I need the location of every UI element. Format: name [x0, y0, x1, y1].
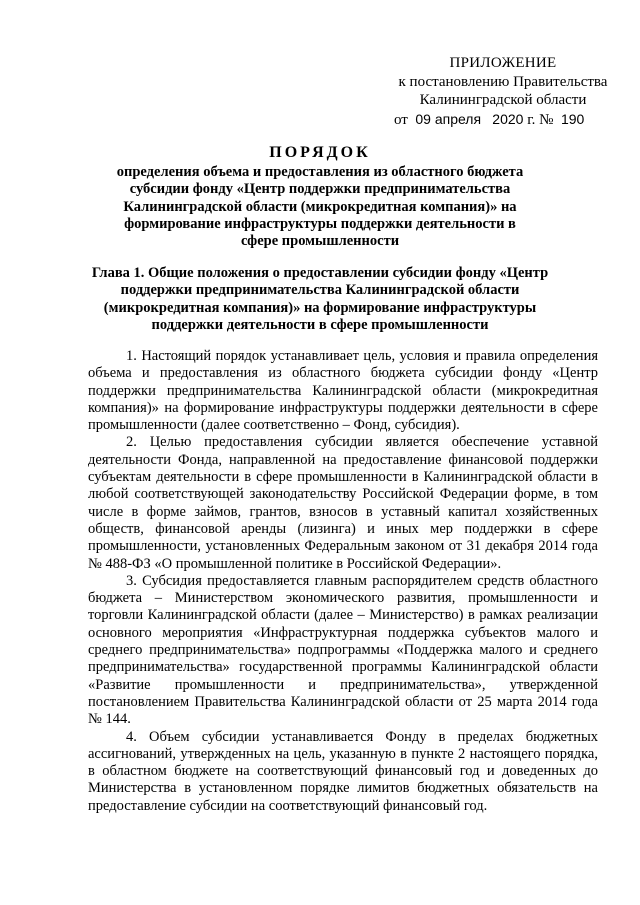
annex-year-value: 2020	[492, 110, 524, 127]
annex-title: ПРИЛОЖЕНИЕ	[449, 55, 557, 71]
annex-date-value: 09 апреля	[415, 110, 482, 127]
annex-date-line	[388, 110, 618, 130]
annex-line-2: Калининградской области	[419, 92, 587, 108]
document-title: ПОРЯДОК	[269, 144, 371, 161]
annex-block	[388, 54, 618, 129]
document-subtitle: определения объема и предоставления из областного бюджета субсидии фонду «Центр поддержки предпринимательства Калининградской области (микрокредитная компания)» на формирование инфраструктуры поддержки деятельности в сфере промышленности	[116, 164, 524, 250]
document-body	[88, 348, 598, 815]
paragraph-1: 1. Настоящий порядок устанавливает цель, условия и правила определения объема и предоставления из областного бюджета субсидии фонду «Центр поддержки предпринимательства Калининградской области (микрокредитная компания)» на формирование инфраструктуры поддержки деятельности в сфере промышленности (далее соответственно – Фонд, субсидия).	[88, 348, 598, 434]
annex-date-prefix: от	[394, 111, 408, 128]
annex-year-suffix: г. №	[527, 111, 554, 128]
chapter-heading: Глава 1. Общие положения о предоставлении субсидии фонду «Центр поддержки предпринимательства Калининградской области (микрокредитная компания)» на формирование инфраструктуры поддержки деятельности в сфере промышленности	[91, 265, 549, 333]
paragraph-2: 2. Целью предоставления субсидии является обеспечение уставной деятельности Фонда, направленной на предоставление финансовой поддержки субъектам деятельности в сфере промышленности в Калининградской области в любой соответствующей законодательству Российской Федерации форме, в том числе в форме займов, грантов, взносов в уставный капитал хозяйственных обществ, финансовой аренды (лизинга) и иных мер поддержки в сфере промышленности, установленных Федеральным законом от 31 декабря 2014 года № 488-ФЗ «О промышленной политике в Российской Федерации».	[88, 434, 598, 572]
paragraph-4: 4. Объем субсидии устанавливается Фонду в пределах бюджетных ассигнований, утвержденных на цель, указанную в пункте 2 настоящего порядка, в областном бюджете на соответствующий финансовый год и доведенных до Министерства в установленном порядке лимитов бюджетных обязательств на предоставление субсидии на соответствующий финансовый год.	[88, 728, 598, 814]
annex-line-1: к постановлению Правительства	[398, 73, 608, 90]
paragraph-3: 3. Субсидия предоставляется главным распорядителем средств областного бюджета – Министерством экономического развития, промышленности и торговли Калининградской области (далее – Министерство) в рамках реализации основного мероприятия «Инфраструктурная поддержка субъектов малого и среднего предпринимательства» подпрограммы «Поддержка малого и среднего предпринимательства» государственной программы Калининградской области «Развитие промышленности и предпринимательства», утвержденной постановлением Правительства Калининградской области от 25 марта 2014 года № 144.	[88, 572, 598, 728]
annex-number-value: 190	[560, 110, 585, 127]
